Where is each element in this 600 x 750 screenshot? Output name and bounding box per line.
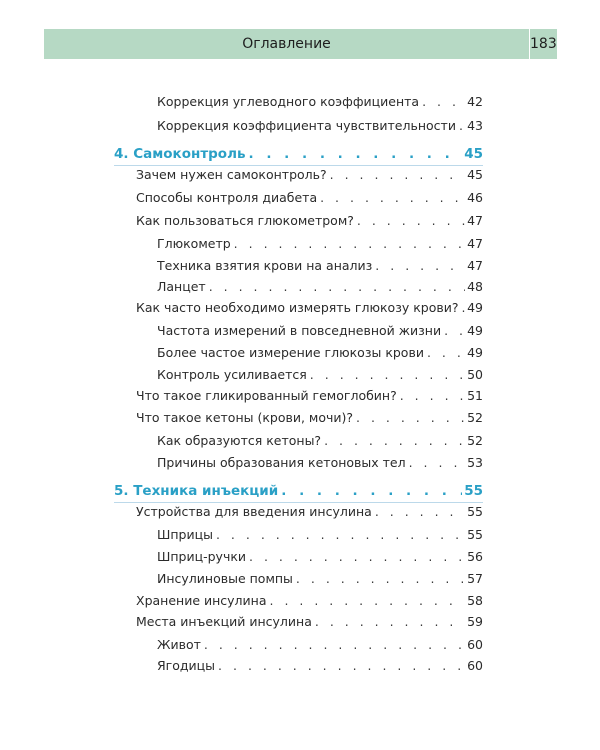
toc-page-number: 43 bbox=[467, 118, 483, 133]
toc-entry bbox=[157, 548, 483, 566]
toc-entry-title: Причины образования кетоновых тел bbox=[157, 455, 406, 470]
toc-page-number: 47 bbox=[467, 236, 483, 251]
dot-leader bbox=[444, 322, 465, 340]
toc-entry bbox=[157, 636, 483, 654]
toc-entry bbox=[157, 93, 483, 111]
toc-page-number: 52 bbox=[467, 410, 483, 425]
header-title: Оглавление bbox=[242, 36, 331, 52]
toc-page-number: 55 bbox=[467, 527, 483, 542]
toc-entry-title: Инсулиновые помпы bbox=[157, 571, 293, 586]
toc-entry-title: Более частое измерение глюкозы крови bbox=[157, 345, 424, 360]
toc-page-number: 45 bbox=[467, 167, 483, 182]
toc-page-number: 47 bbox=[467, 213, 483, 228]
dot-leader bbox=[409, 454, 465, 472]
dot-leader bbox=[249, 144, 463, 164]
dot-leader bbox=[234, 235, 465, 253]
dot-leader bbox=[324, 432, 465, 450]
dot-leader bbox=[270, 592, 466, 610]
dot-leader bbox=[375, 503, 465, 521]
toc-entry bbox=[136, 166, 483, 184]
toc-entry-title: Места инъекций инсулина bbox=[136, 614, 312, 629]
toc-entry-title: Коррекция углеводного коэффициента bbox=[157, 94, 420, 109]
toc-entry-title: Хранение инсулина bbox=[136, 593, 267, 608]
toc-entry-title: Как часто необходимо измерять глюкозу крови? bbox=[136, 300, 459, 315]
dot-leader bbox=[320, 189, 465, 207]
toc-entry bbox=[157, 322, 483, 340]
toc-entry bbox=[136, 387, 483, 405]
toc-entry bbox=[157, 235, 483, 253]
toc-entry bbox=[157, 257, 483, 275]
toc-entry-title: Контроль усиливается bbox=[157, 367, 307, 382]
toc-entry bbox=[136, 189, 483, 207]
toc-entry bbox=[157, 454, 483, 472]
toc-page-number: 55 bbox=[467, 504, 483, 519]
toc-entry bbox=[136, 503, 483, 521]
toc-entry-title: Шприц-ручки bbox=[157, 549, 247, 564]
toc-entry bbox=[157, 366, 483, 384]
dot-leader bbox=[356, 409, 465, 427]
toc-entry-title: Ланцет bbox=[157, 279, 206, 294]
toc-page-number: 55 bbox=[464, 483, 483, 499]
toc-page-number: 53 bbox=[467, 455, 483, 470]
toc-entry-title: Устройства для введения инсулина bbox=[136, 504, 372, 519]
toc-page-number: 60 bbox=[467, 658, 483, 673]
dot-leader bbox=[216, 526, 465, 544]
toc-entry-title: Как пользоваться глюкометром? bbox=[136, 213, 354, 228]
toc-entry-title: 5. Техника инъекций bbox=[114, 483, 279, 499]
toc-entry-title: Частота измерений в повседневной жизни bbox=[157, 323, 442, 338]
toc-entry-title: Способы контроля диабета bbox=[136, 190, 318, 205]
toc-page-number: 51 bbox=[467, 388, 483, 403]
toc-entry bbox=[136, 592, 483, 610]
dot-leader bbox=[330, 166, 465, 184]
toc-page-number: 56 bbox=[467, 549, 483, 564]
toc-page-number: 49 bbox=[467, 323, 483, 338]
dot-leader bbox=[204, 636, 465, 654]
toc-entry bbox=[136, 212, 483, 230]
toc-entry bbox=[157, 344, 483, 362]
toc-page-number: 49 bbox=[467, 345, 483, 360]
toc-entry-title: Техника взятия крови на анализ bbox=[157, 258, 373, 273]
toc-entry-title: Зачем нужен самоконтроль? bbox=[136, 167, 327, 182]
toc-entry-title: Что такое гликированный гемоглобин? bbox=[136, 388, 397, 403]
toc-page-number: 42 bbox=[467, 94, 483, 109]
toc-entry bbox=[136, 299, 483, 317]
dot-leader bbox=[315, 613, 465, 631]
toc-entry bbox=[157, 278, 483, 296]
toc-page-number: 49 bbox=[467, 300, 483, 315]
dot-leader bbox=[310, 366, 465, 384]
toc-entry-title: Ягодицы bbox=[157, 658, 216, 673]
toc-entry bbox=[157, 117, 483, 135]
dot-leader bbox=[422, 93, 465, 111]
toc-page-number: 50 bbox=[467, 367, 483, 382]
dot-leader bbox=[375, 257, 465, 275]
toc-entry-title: Что такое кетоны (крови, мочи)? bbox=[136, 410, 354, 425]
toc-page-number: 59 bbox=[467, 614, 483, 629]
toc-entry-title: Коррекция коэффициента чувствительности bbox=[157, 118, 456, 133]
toc-page-number: 48 bbox=[467, 279, 483, 294]
toc-page-number: 58 bbox=[467, 593, 483, 608]
page-number: 183 bbox=[530, 36, 557, 52]
toc-entry-title: Как образуются кетоны? bbox=[157, 433, 322, 448]
toc-entry-title: Глюкометр bbox=[157, 236, 231, 251]
toc-page-number: 57 bbox=[467, 571, 483, 586]
toc-page-number: 46 bbox=[467, 190, 483, 205]
toc-entry-title: Живот bbox=[157, 637, 201, 652]
dot-leader bbox=[400, 387, 465, 405]
toc-page-number: 47 bbox=[467, 258, 483, 273]
dot-leader bbox=[296, 570, 465, 588]
toc-entry bbox=[157, 526, 483, 544]
dot-leader bbox=[281, 481, 462, 501]
dot-leader bbox=[209, 278, 465, 296]
toc-entry bbox=[136, 409, 483, 427]
dot-leader bbox=[249, 548, 465, 566]
dot-leader bbox=[427, 344, 465, 362]
toc-entry-title: Шприцы bbox=[157, 527, 213, 542]
toc-entry-title: 4. Самоконтроль bbox=[114, 146, 246, 162]
toc-entry bbox=[157, 657, 483, 675]
dot-leader bbox=[218, 657, 465, 675]
toc-chapter bbox=[114, 481, 483, 501]
toc-page-number: 45 bbox=[464, 146, 483, 162]
toc-page-number: 60 bbox=[467, 637, 483, 652]
toc-entry bbox=[157, 570, 483, 588]
toc-page-number: 52 bbox=[467, 433, 483, 448]
toc-chapter bbox=[114, 144, 483, 164]
dot-leader bbox=[357, 212, 465, 230]
toc-entry bbox=[136, 613, 483, 631]
toc-entry bbox=[157, 432, 483, 450]
